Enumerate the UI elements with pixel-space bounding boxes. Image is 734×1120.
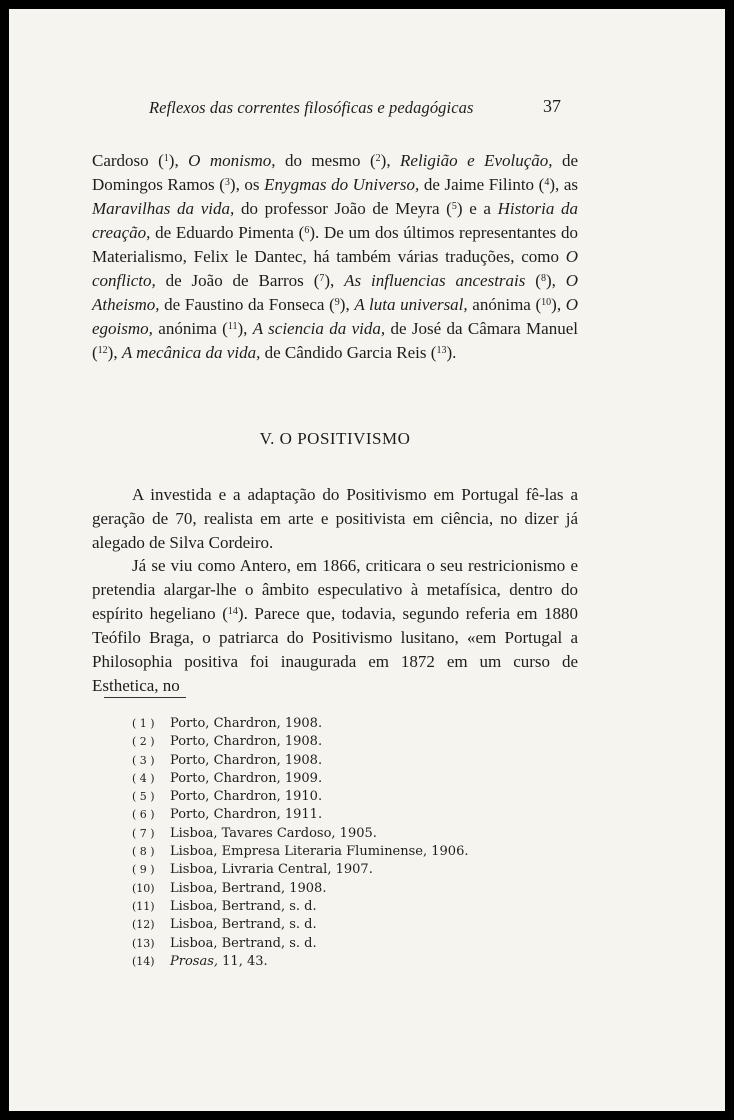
italic-title: A mecânica da vida,	[121, 343, 261, 362]
footnote-item	[129, 898, 468, 916]
running-head	[9, 98, 725, 122]
footnote-reference: ($^9$)	[329, 295, 346, 314]
footnote-item	[129, 752, 468, 770]
footnote-item	[129, 880, 468, 898]
footnote-item	[129, 916, 468, 934]
book-page	[9, 9, 725, 1111]
footnote-number: (13)	[132, 936, 155, 950]
footnote-reference: ($^5$)	[446, 199, 463, 218]
footnote-text: Porto, Chardron, 1910.	[170, 789, 323, 805]
footnote-text: Porto, Chardron, 1908.	[170, 716, 323, 731]
footnote-item	[129, 825, 468, 843]
italic-title: Historia da creação,	[92, 199, 578, 242]
footnote-number: ( 7 )	[132, 826, 155, 840]
italic-title: O Atheismo,	[92, 271, 579, 314]
footnote-reference: ($^{13}$)	[430, 343, 453, 362]
italic-title: A sciencia da vida,	[252, 319, 386, 338]
footnote-number: ( 9 )	[132, 863, 155, 877]
footnote-number: ( 4 )	[132, 771, 155, 785]
italic-title: O egoismo,	[92, 295, 578, 338]
section-heading: V. O POSITIVISMO	[259, 429, 411, 448]
italic-title: As influencias ancestrais	[344, 271, 526, 290]
footnote-text: Lisboa, Bertrand, s. d.	[170, 935, 317, 951]
paragraph-text: Cardoso ($^1$), O monismo, do mesmo ($^2$), Religião e Evolução, de Domingos Ramos ($^3$), os Enygmas do Universo, de Jaime Filinto ($^4$), as Maravilhas da vida, do professor João de Meyra ($^5$) e a Historia da creação, de Eduardo Pimenta ($^6$). De um dos últimos representantes do Materialismo, Felix le Dantec, há também várias traduções, como O conflicto, de João de Barros ($^7$), As influencias ancestrais ($^8$), O Atheismo, de Faustino da Fonseca ($^9$), A luta universal, anónima ($^{10}$), O egoismo, anónima ($^{11}$), A sciencia da vida, de José da Câmara Manuel ($^{12}$), A mecânica da vida, de Cândido Garcia Reis ($^{13}$).	[92, 151, 579, 362]
footnote-item	[129, 843, 468, 861]
paragraph-positivism-intro	[92, 483, 578, 555]
footnote-number: (12)	[132, 918, 155, 932]
footnote-reference: ($^{14}$)	[222, 604, 244, 623]
footnote-item	[129, 806, 468, 824]
footnote-number: ( 8 )	[132, 845, 155, 859]
footnote-reference: ($^2$)	[369, 151, 387, 170]
footnote-text: Porto, Chardron, 1908.	[170, 734, 323, 750]
footnote-text: Prosas, 11, 43.	[170, 953, 268, 969]
italic-title: O conflicto,	[92, 247, 578, 290]
footnote-number: ( 6 )	[132, 808, 155, 822]
paragraph-text: A investida e a adaptação do Positivismo em Portugal fê-las a geração de 70, realista em arte e positivista em ciência, no dizer já alegado de Silva Cordeiro.	[92, 485, 578, 552]
footnote-reference: ($^1$)	[158, 151, 175, 170]
footnote-item	[129, 715, 468, 733]
footnote-reference: ($^{12}$)	[92, 343, 114, 362]
footnote-item	[129, 953, 468, 971]
footnote-number: ( 2 )	[132, 735, 155, 749]
footnote-text: Lisboa, Empresa Literaria Fluminense, 1906.	[170, 844, 469, 860]
footnote-item	[129, 733, 468, 751]
running-title: Reflexos das correntes filosóficas e pedagógicas	[149, 98, 474, 117]
footnote-reference: ($^{10}$)	[535, 295, 557, 314]
footnote-number: ( 3 )	[132, 753, 155, 767]
footnote-number: ( 1 )	[132, 717, 155, 730]
footnote-reference: ($^8$)	[535, 271, 552, 290]
italic-title: Maravilhas da vida,	[92, 199, 235, 218]
footnote-text: Lisboa, Bertrand, s. d.	[170, 898, 317, 914]
footnote-item	[129, 935, 468, 953]
page-number: 37	[543, 96, 561, 116]
paragraph-text: Já se viu como Antero, em 1866, criticara o seu restricionismo e pretendia alargar-lhe o âmbito especulativo à metafísica, dentro do espírito hegeliano ($^{14}$). Parece que, todavia, segundo referia em 1880 Teófilo Braga, o patriarca do Positivismo lusitano, «em Portugal a Philosophia positiva foi inaugurada em 1872 em um curso de Esthetica, no	[92, 556, 579, 695]
footnote-text: Porto, Chardron, 1909.	[170, 770, 323, 786]
footnote-item	[129, 770, 468, 788]
footnote-reference: ($^7$)	[313, 271, 331, 290]
footnote-text: Porto, Chardron, 1911.	[170, 807, 323, 823]
footnote-number: (10)	[132, 881, 155, 895]
footnote-reference: ($^6$)	[298, 223, 315, 242]
paragraph-translations	[92, 149, 578, 365]
italic-title: Prosas,	[170, 953, 219, 969]
footnotes-list	[129, 715, 468, 971]
footnote-text: Lisboa, Bertrand, s. d.	[170, 917, 317, 933]
footnote-item	[129, 861, 468, 879]
footnote-number: (14)	[132, 954, 155, 968]
footnote-rule	[104, 697, 186, 698]
italic-title: O monismo,	[188, 151, 276, 170]
footnote-number: ( 5 )	[132, 790, 155, 804]
footnote-reference: ($^3$)	[219, 175, 236, 194]
footnote-item	[129, 788, 468, 806]
paragraph-antero	[92, 554, 578, 698]
italic-title: Religião e Evolução,	[400, 151, 553, 170]
footnote-text: Lisboa, Livraria Central, 1907.	[170, 862, 373, 878]
footnote-text: Lisboa, Bertrand, 1908.	[170, 880, 327, 896]
italic-title: Enygmas do Universo,	[264, 175, 420, 194]
italic-title: A luta universal,	[354, 295, 468, 314]
footnote-reference: ($^{11}$)	[222, 319, 244, 338]
footnote-text: Lisboa, Tavares Cardoso, 1905.	[170, 825, 377, 841]
footnote-reference: ($^4$)	[538, 175, 555, 194]
footnote-number: (11)	[132, 899, 155, 913]
footnote-text: Porto, Chardron, 1908.	[170, 752, 323, 768]
